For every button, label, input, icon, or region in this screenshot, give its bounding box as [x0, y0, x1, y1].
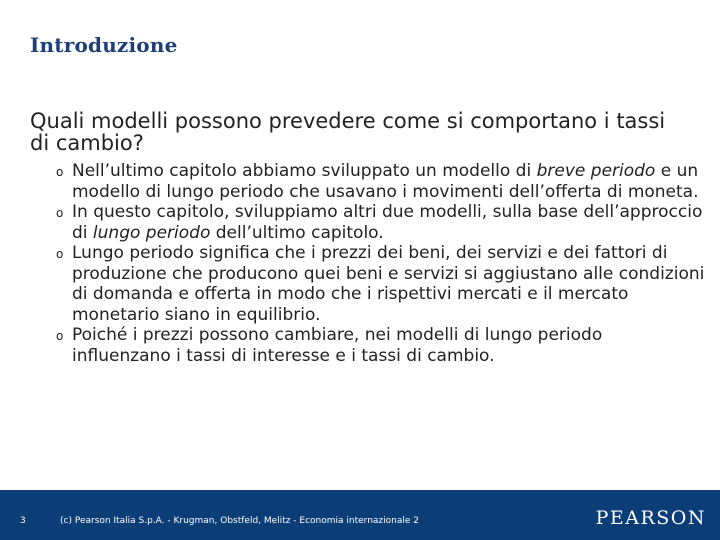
bullet-text: e un modello di lungo periodo che usavano i movimenti dell’offerta di moneta. — [72, 161, 699, 202]
bullet-text: Lungo periodo significa che i prezzi dei beni, dei servizi e dei fattori di produzione che producono quei beni e servizi si aggiustano alle condizioni di domanda e offerta in modo che i rispettivi mercati e il mercato monetario siano in equilibrio. — [72, 243, 705, 325]
bullet-marker-icon: o — [56, 165, 64, 179]
bullet-marker-icon: o — [56, 329, 64, 343]
footer-bar — [0, 490, 720, 540]
bullet-text: Nell’ultimo capitolo abbiamo sviluppato un modello di — [72, 161, 537, 181]
slide-question: Quali modelli possono prevedere come si comportano i tassi di cambio? — [30, 109, 666, 155]
bullet-item — [46, 325, 706, 366]
footer-copyright: (c) Pearson Italia S.p.A. - Krugman, Obstfeld, Melitz - Economia internazionale 2 — [60, 516, 420, 526]
bullet-text: dell’ultimo capitolo. — [210, 222, 384, 243]
bullet-text: In questo capitolo, sviluppiamo altri due modelli, sulla base dell’approccio di — [72, 202, 703, 243]
slide-title: Introduzione — [30, 33, 178, 57]
bullet-marker-icon: o — [56, 247, 64, 261]
bullet-item — [46, 243, 706, 325]
bullet-emphasis: lungo periodo — [92, 222, 211, 243]
page-number: 3 — [20, 516, 26, 526]
bullet-item — [46, 161, 706, 202]
bullet-text: Poiché i prezzi possono cambiare, nei modelli di lungo periodo influenzano i tassi di interesse e i tassi di cambio. — [72, 325, 603, 366]
bullet-list — [46, 161, 706, 366]
pearson-logo: PEARSON — [595, 507, 706, 529]
bullet-item — [46, 202, 706, 243]
bullet-marker-icon: o — [56, 206, 64, 220]
bullet-emphasis: breve periodo — [536, 161, 656, 181]
